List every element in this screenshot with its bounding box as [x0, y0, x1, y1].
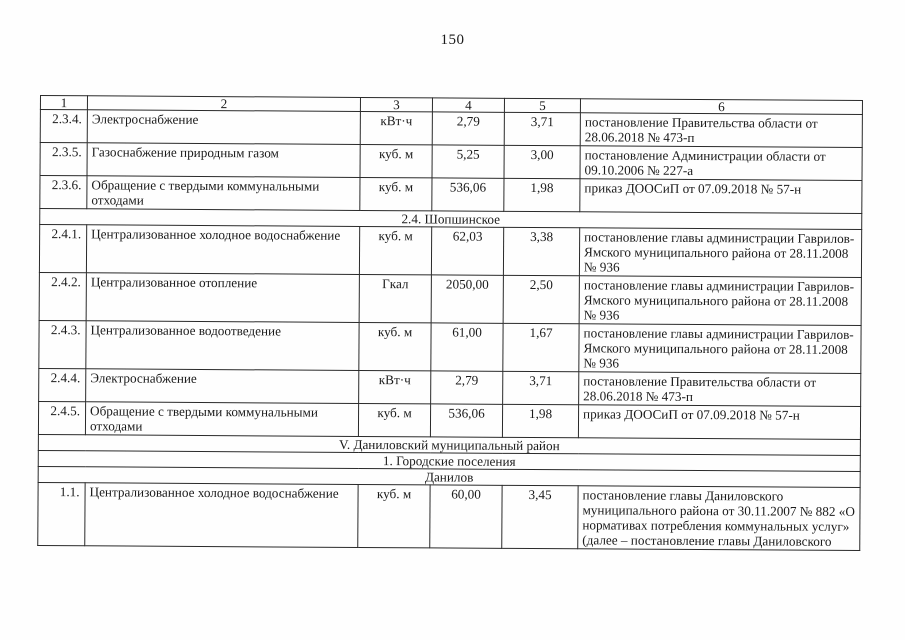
section-title: Данилов	[38, 466, 860, 487]
document-reference-cell: постановление главы администрации Гаврилов-Ямского муниципального района от 28.11.2008 № 936	[579, 276, 861, 326]
value-cell: 3,00	[504, 145, 580, 178]
header-cell: 2	[87, 96, 360, 112]
unit-cell: куб. м	[359, 226, 431, 274]
value-cell: 62,03	[431, 227, 503, 275]
value-cell: 2050,00	[431, 275, 503, 323]
value-cell: 2,79	[432, 112, 504, 145]
value-cell: 61,00	[431, 323, 503, 371]
row-number-cell: 2.4.4.	[39, 368, 86, 401]
unit-cell: кВт·ч	[360, 111, 432, 144]
value-cell: 1,98	[504, 178, 580, 211]
value-cell: 3,71	[504, 112, 580, 145]
value-cell: 3,45	[502, 485, 578, 548]
service-name-cell: Централизованное холодное водоснабжение	[86, 225, 359, 275]
row-number-cell: 2.4.5.	[38, 401, 85, 434]
value-cell: 3,71	[503, 371, 579, 404]
document-reference-cell: постановление Правительства области от 28.06.2018 № 473-п	[579, 372, 861, 407]
document-reference-cell: постановление главы администрации Гаврилов-Ямского муниципального района от 28.11.2008 № 936	[579, 228, 861, 278]
document-reference-cell: постановление главы Даниловского муниципального района от 30.11.2007 № 882 «О нормативах потребления коммунальных услуг» (далее – постановление главы Даниловского	[578, 486, 860, 551]
service-name-cell: Электроснабжение	[87, 110, 360, 145]
document-reference-cell: приказ ДООСиП от 07.09.2018 № 57-н	[578, 405, 860, 440]
unit-cell: Гкал	[359, 274, 431, 322]
service-name-cell: Централизованное отопление	[86, 273, 359, 323]
row-number-cell: 2.4.2.	[39, 272, 86, 320]
value-cell: 3,38	[503, 227, 579, 275]
value-cell: 536,06	[430, 404, 502, 437]
unit-cell: куб. м	[359, 322, 431, 370]
header-cell: 5	[504, 98, 580, 112]
row-number-cell: 2.3.6.	[40, 176, 87, 209]
row-number-cell: 2.4.3.	[39, 320, 86, 368]
section-title: V. Даниловский муниципальный район	[38, 434, 860, 455]
row-number-cell: 2.3.5.	[40, 143, 87, 176]
table-row	[38, 482, 860, 550]
document-reference-cell: постановление Администрации области от 09.10.2006 № 227-а	[580, 146, 862, 181]
unit-cell: кВт·ч	[359, 370, 431, 403]
section-title: 1. Городские поселения	[38, 450, 860, 471]
table-row	[39, 320, 861, 373]
unit-cell: куб. м	[360, 177, 432, 210]
table-row	[40, 176, 862, 214]
unit-cell: куб. м	[360, 144, 432, 177]
service-name-cell: Газоснабжение природным газом	[87, 143, 360, 178]
table-row	[40, 110, 862, 148]
row-number-cell: 2.4.1.	[39, 225, 86, 273]
header-cell: 6	[580, 99, 862, 115]
table-row	[40, 143, 862, 181]
service-name-cell: Обращение с твердыми коммунальными отходами	[87, 176, 360, 211]
unit-cell: куб. м	[358, 484, 430, 547]
value-cell: 536,06	[432, 178, 504, 211]
table-body	[38, 96, 863, 551]
table-row	[39, 272, 861, 325]
section-title: 2.4. Шопшинское	[40, 209, 862, 230]
value-cell: 1,67	[503, 323, 579, 371]
document-reference-cell: постановление главы администрации Гаврилов-Ямского муниципального района от 28.11.2008 № 936	[579, 324, 861, 374]
service-name-cell: Обращение с твердыми коммунальными отходами	[85, 402, 358, 437]
table-row	[38, 401, 860, 439]
document-reference-cell: постановление Правительства области от 28.06.2018 № 473-п	[580, 113, 862, 148]
table-row	[39, 225, 861, 278]
service-name-cell: Электроснабжение	[86, 369, 359, 404]
value-cell: 1,98	[502, 404, 578, 437]
value-cell: 2,79	[431, 371, 503, 404]
document-reference-cell: приказ ДООСиП от 07.09.2018 № 57-н	[580, 179, 862, 214]
row-number-cell: 1.1.	[38, 482, 85, 545]
table-row	[39, 368, 861, 406]
header-cell: 4	[432, 98, 504, 112]
value-cell: 60,00	[430, 485, 502, 548]
norms-table	[37, 95, 863, 551]
service-name-cell: Централизованное водоотведение	[86, 321, 359, 371]
unit-cell: куб. м	[358, 403, 430, 436]
page-number: 150	[440, 32, 465, 48]
header-cell: 3	[360, 97, 432, 111]
header-cell: 1	[40, 96, 87, 110]
row-number-cell: 2.3.4.	[40, 110, 87, 143]
service-name-cell: Централизованное холодное водоснабжение	[85, 483, 358, 548]
value-cell: 5,25	[432, 145, 504, 178]
value-cell: 2,50	[503, 275, 579, 323]
